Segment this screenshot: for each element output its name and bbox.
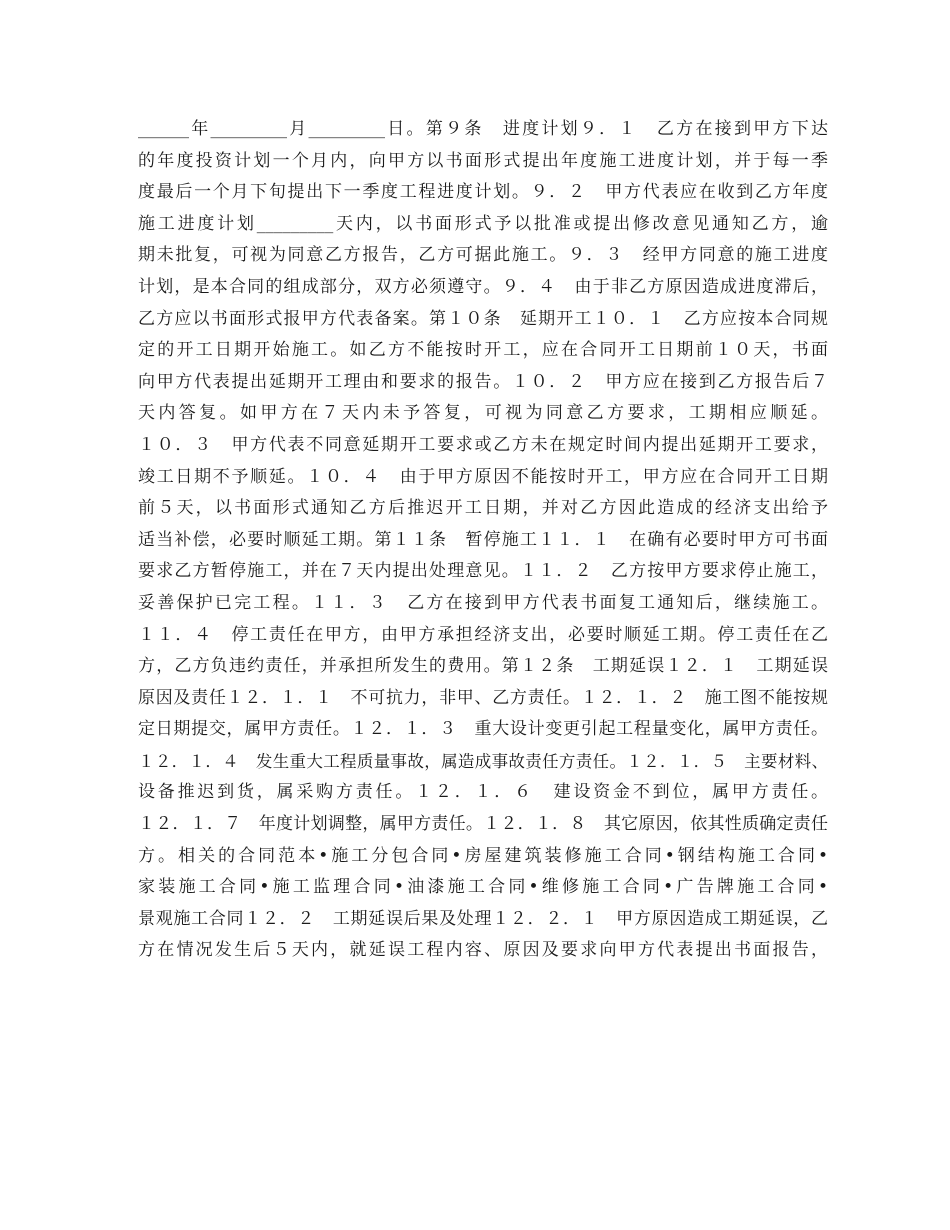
contract-text-body (138, 114, 828, 967)
text-line: １０．３ 甲方代表不同意延期开工要求或乙方未在规定时间内提出延期开工要求， (138, 434, 828, 455)
text-line: 要求乙方暂停施工，并在７天内提出处理意见。１１．２ 乙方按甲方要求停止施工， (138, 561, 828, 582)
text-line: １１．４ 停工责任在甲方，由甲方承担经济支出，必要时顺延工期。停工责任在乙 (138, 624, 828, 645)
text-line: 期未批复，可视为同意乙方报告，乙方可据此施工。９．３ 经甲方同意的施工进度 (138, 245, 828, 266)
text-line: ______年_________月_________日。第９条 进度计划９．１ 乙方在接到甲方下达 (138, 119, 828, 139)
text-line: 妥善保护已完工程。１１．３ 乙方在接到甲方代表书面复工通知后，继续施工。 (138, 592, 828, 613)
text-line: 定的开工日期开始施工。如乙方不能按时开工，应在合同开工日期前１０天，书面 (138, 340, 828, 361)
text-line: １２．１．４ 发生重大工程质量事故，属造成事故责任方责任。１２．１．５ 主要材料、 (138, 751, 828, 771)
text-line: 天内答复。如甲方在７天内未予答复，可视为同意乙方要求，工期相应顺延。 (138, 403, 828, 424)
text-line: 方在情况发生后５天内，就延误工程内容、原因及要求向甲方代表提出书面报告， (138, 940, 828, 961)
text-line: 方。相关的合同范本•施工分包合同•房屋建筑装修施工合同•钢结构施工合同• (138, 845, 828, 866)
text-line: 计划，是本合同的组成部分，双方必须遵守。９．４ 由于非乙方原因造成进度滞后， (138, 276, 828, 297)
text-line: 原因及责任１２．１．１ 不可抗力，非甲、乙方责任。１２．１．２ 施工图不能按规 (138, 687, 828, 708)
text-line: 乙方应以书面形式报甲方代表备案。第１０条 延期开工１０．１ 乙方应按本合同规 (138, 308, 828, 329)
text-line: 竣工日期不予顺延。１０．４ 由于甲方原因不能按时开工，甲方应在合同开工日期 (138, 466, 828, 487)
text-line: 的年度投资计划一个月内，向甲方以书面形式提出年度施工进度计划，并于每一季 (138, 150, 828, 171)
text-line: 设备推迟到货，属采购方责任。１２．１．６ 建设资金不到位，属甲方责任。 (138, 782, 828, 803)
text-line: 方，乙方负违约责任，并承担所发生的费用。第１２条 工期延误１２．１ 工期延误 (138, 656, 828, 677)
text-line: 景观施工合同１２．２ 工期延误后果及处理１２．２．１ 甲方原因造成工期延误，乙 (138, 908, 828, 929)
text-line: 适当补偿，必要时顺延工期。第１１条 暂停施工１１．１ 在确有必要时甲方可书面 (138, 529, 828, 550)
text-line: 家装施工合同•施工监理合同•油漆施工合同•维修施工合同•广告牌施工合同• (138, 877, 828, 898)
text-line: 定日期提交，属甲方责任。１２．１．３ 重大设计变更引起工程量变化，属甲方责任。 (138, 719, 828, 740)
text-line: 度最后一个月下旬提出下一季度工程进度计划。９．２ 甲方代表应在收到乙方年度 (138, 182, 828, 203)
text-line: 向甲方代表提出延期开工理由和要求的报告。１０．２ 甲方应在接到乙方报告后７ (138, 371, 828, 392)
text-line: 施工进度计划_________天内，以书面形式予以批准或提出修改意见通知乙方，逾 (138, 213, 828, 234)
text-line: １２．１．７ 年度计划调整，属甲方责任。１２．１．８ 其它原因，依其性质确定责任 (138, 814, 828, 835)
text-line: 前５天，以书面形式通知乙方后推迟开工日期，并对乙方因此造成的经济支出给予 (138, 498, 828, 519)
